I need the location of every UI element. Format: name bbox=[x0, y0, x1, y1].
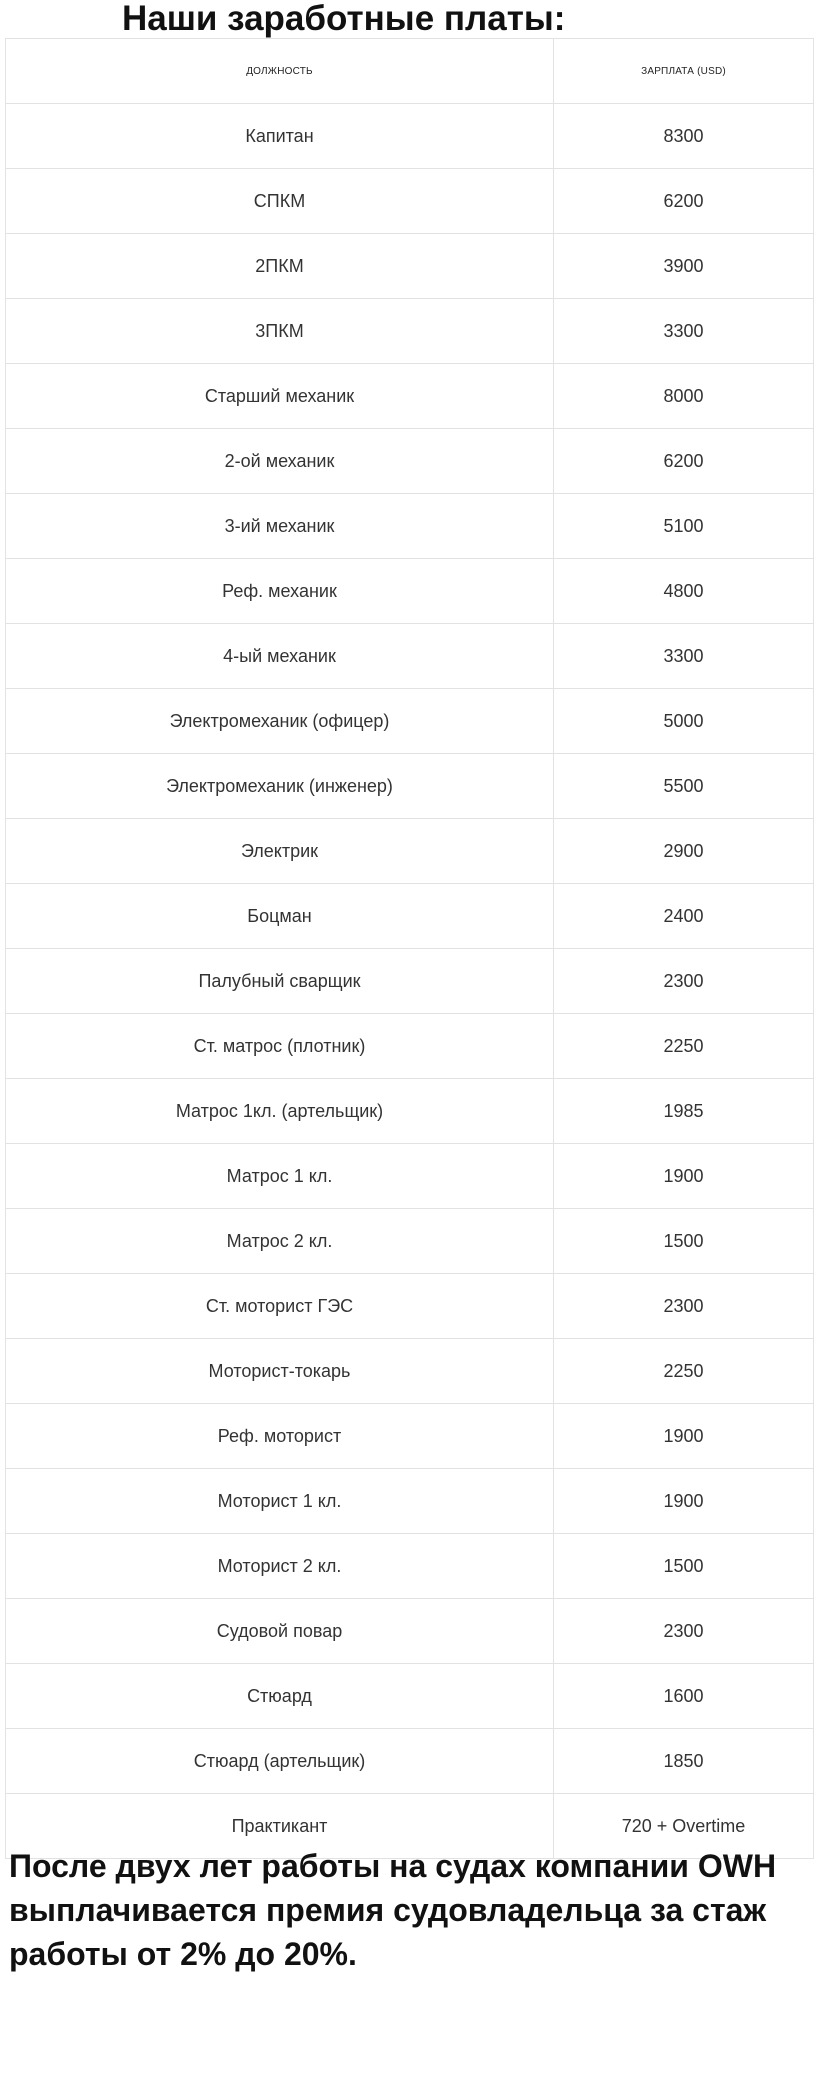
table-row bbox=[6, 1664, 814, 1729]
position-cell: Реф. моторист bbox=[6, 1404, 554, 1469]
salary-cell: 3300 bbox=[554, 299, 814, 364]
position-cell: Моторист 1 кл. bbox=[6, 1469, 554, 1534]
table-row bbox=[6, 494, 814, 559]
table-row bbox=[6, 559, 814, 624]
position-cell: СПКМ bbox=[6, 169, 554, 234]
salary-cell: 4800 bbox=[554, 559, 814, 624]
salary-cell: 2300 bbox=[554, 1599, 814, 1664]
salary-cell: 1900 bbox=[554, 1469, 814, 1534]
table-row bbox=[6, 819, 814, 884]
table-row bbox=[6, 1014, 814, 1079]
table-row bbox=[6, 949, 814, 1014]
table-body bbox=[6, 104, 814, 1859]
table-row bbox=[6, 1144, 814, 1209]
position-cell: Электрик bbox=[6, 819, 554, 884]
salary-cell: 2250 bbox=[554, 1014, 814, 1079]
salary-cell: 2300 bbox=[554, 949, 814, 1014]
position-cell: Практикант bbox=[6, 1794, 554, 1859]
salary-cell: 1600 bbox=[554, 1664, 814, 1729]
table-row bbox=[6, 689, 814, 754]
position-cell: Электромеханик (офицер) bbox=[6, 689, 554, 754]
column-header-salary: ЗАРПЛАТА (USD) bbox=[554, 39, 814, 104]
table-row bbox=[6, 624, 814, 689]
position-cell: 2-ой механик bbox=[6, 429, 554, 494]
salary-cell: 2250 bbox=[554, 1339, 814, 1404]
salary-cell: 2400 bbox=[554, 884, 814, 949]
salary-cell: 1500 bbox=[554, 1534, 814, 1599]
table-row bbox=[6, 1599, 814, 1664]
table-row bbox=[6, 169, 814, 234]
salary-cell: 1500 bbox=[554, 1209, 814, 1274]
position-cell: Электромеханик (инженер) bbox=[6, 754, 554, 819]
salary-cell: 1850 bbox=[554, 1729, 814, 1794]
table-row bbox=[6, 884, 814, 949]
table-row bbox=[6, 1339, 814, 1404]
table-row bbox=[6, 1469, 814, 1534]
position-cell: Реф. механик bbox=[6, 559, 554, 624]
salary-cell: 5000 bbox=[554, 689, 814, 754]
salary-cell: 3900 bbox=[554, 234, 814, 299]
table-header-row bbox=[6, 39, 814, 104]
salary-cell: 1900 bbox=[554, 1404, 814, 1469]
position-cell: Старший механик bbox=[6, 364, 554, 429]
position-cell: Матрос 1кл. (артельщик) bbox=[6, 1079, 554, 1144]
salary-cell: 2300 bbox=[554, 1274, 814, 1339]
position-cell: Стюард (артельщик) bbox=[6, 1729, 554, 1794]
position-cell: 3ПКМ bbox=[6, 299, 554, 364]
salary-cell: 8000 bbox=[554, 364, 814, 429]
position-cell: 4-ый механик bbox=[6, 624, 554, 689]
position-cell: 3-ий механик bbox=[6, 494, 554, 559]
position-cell: Палубный сварщик bbox=[6, 949, 554, 1014]
table-row bbox=[6, 1404, 814, 1469]
salary-cell: 6200 bbox=[554, 169, 814, 234]
table-row bbox=[6, 299, 814, 364]
salary-cell: 2900 bbox=[554, 819, 814, 884]
position-cell: Ст. матрос (плотник) bbox=[6, 1014, 554, 1079]
position-cell: Капитан bbox=[6, 104, 554, 169]
table-row bbox=[6, 1209, 814, 1274]
position-cell: Матрос 2 кл. bbox=[6, 1209, 554, 1274]
table-row bbox=[6, 104, 814, 169]
salary-cell: 6200 bbox=[554, 429, 814, 494]
position-cell: 2ПКМ bbox=[6, 234, 554, 299]
salary-cell: 3300 bbox=[554, 624, 814, 689]
position-cell: Стюард bbox=[6, 1664, 554, 1729]
position-cell: Ст. моторист ГЭС bbox=[6, 1274, 554, 1339]
salary-cell: 720 + Overtime bbox=[554, 1794, 814, 1859]
table-row bbox=[6, 1729, 814, 1794]
table-row bbox=[6, 754, 814, 819]
salary-cell: 8300 bbox=[554, 104, 814, 169]
table-row bbox=[6, 1274, 814, 1339]
table-row bbox=[6, 364, 814, 429]
position-cell: Боцман bbox=[6, 884, 554, 949]
table-row bbox=[6, 429, 814, 494]
table-row bbox=[6, 1079, 814, 1144]
page-title: Наши заработные платы: bbox=[122, 0, 566, 38]
position-cell: Моторист 2 кл. bbox=[6, 1534, 554, 1599]
salary-cell: 5100 bbox=[554, 494, 814, 559]
salary-cell: 5500 bbox=[554, 754, 814, 819]
position-cell: Судовой повар bbox=[6, 1599, 554, 1664]
salary-cell: 1900 bbox=[554, 1144, 814, 1209]
column-header-position: ДОЛЖНОСТЬ bbox=[6, 39, 554, 104]
position-cell: Матрос 1 кл. bbox=[6, 1144, 554, 1209]
table-row bbox=[6, 1534, 814, 1599]
table-row bbox=[6, 234, 814, 299]
salary-cell: 1985 bbox=[554, 1079, 814, 1144]
bonus-note: После двух лет работы на судах компании OWH выплачивается премия судовладельца за стаж работы от 2% до 20%. bbox=[9, 1848, 777, 1972]
position-cell: Моторист-токарь bbox=[6, 1339, 554, 1404]
salary-table bbox=[5, 38, 814, 1859]
